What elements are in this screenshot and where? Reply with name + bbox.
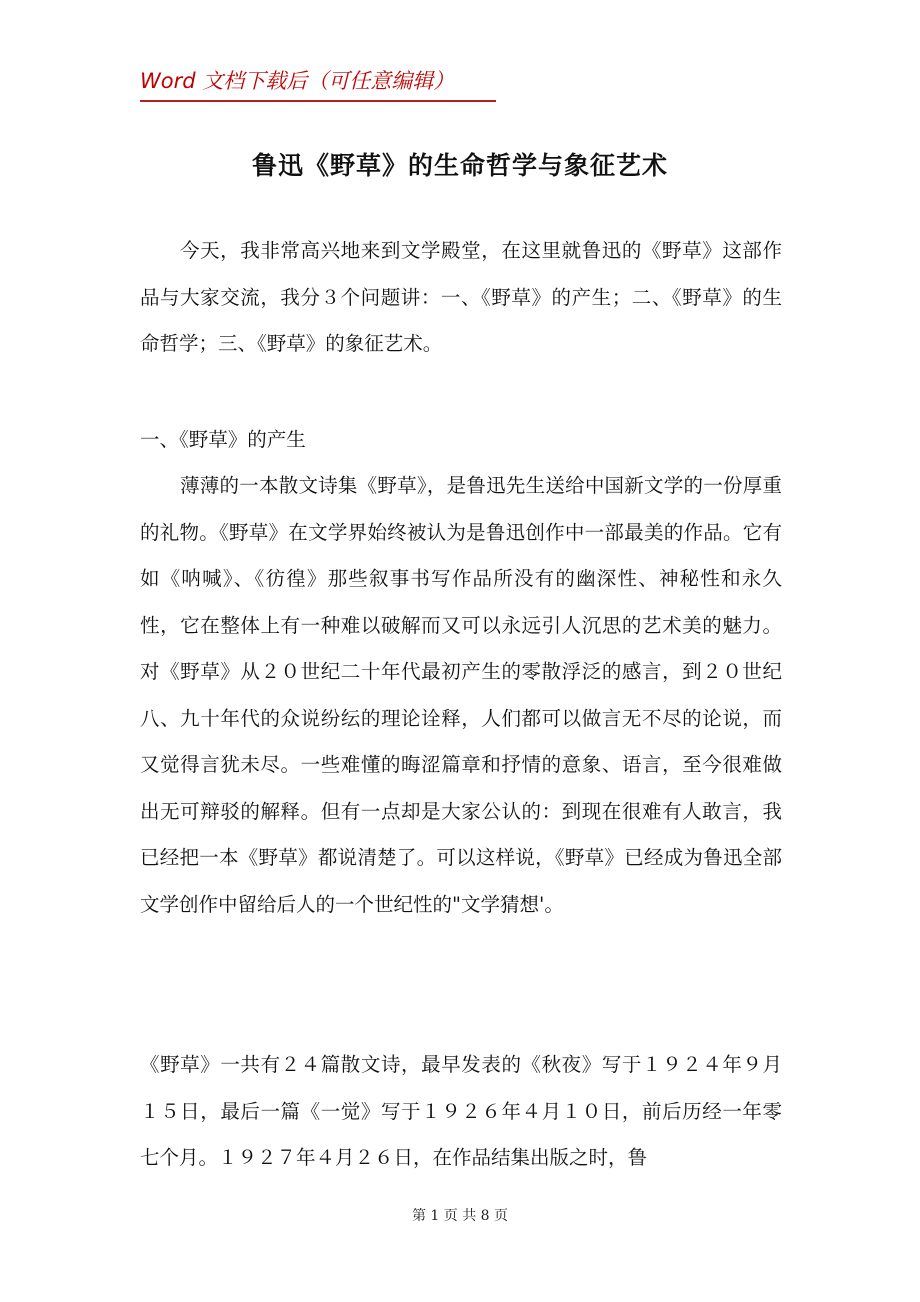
section-heading-1: 一、《野草》的产生 bbox=[140, 428, 306, 451]
section1-paragraph-2: 《野草》一共有２４篇散文诗，最早发表的《秋夜》写于１９２４年９月１５日，最后一篇《一觉》写于１９２６年４月１０日，前后历经一年零七个月。１９２７年４月２６日，在作品结集出版之时，鲁 bbox=[140, 1053, 782, 1169]
download-watermark-header bbox=[140, 64, 496, 102]
header-watermark-text: Word 文档下载后（可任意编辑） bbox=[140, 69, 455, 93]
page-footer: 第 1 页 共 8 页 bbox=[411, 1208, 509, 1224]
document-title: 鲁迅《野草》的生命哲学与象征艺术 bbox=[251, 151, 668, 180]
intro-paragraph: 今天，我非常高兴地来到文学殿堂，在这里就鲁迅的《野草》这部作品与大家交流，我分３个问题讲：一、《野草》的产生；二、《野草》的生命哲学；三、《野草》的象征艺术。 bbox=[140, 239, 782, 355]
section1-paragraph-1: 薄薄的一本散文诗集《野草》，是鲁迅先生送给中国新文学的一份厚重的礼物。《野草》在文学界始终被认为是鲁迅创作中一部最美的作品。它有如《呐喊》、《彷徨》那些叙事书写作品所没有的幽深性、神秘性和永久性，它在整体上有一种难以破解而又可以永远引人沉思的艺术美的魅力。对《野草》从２０世纪二十年代最初产生的零散浮泛的感言，到２０世纪八、九十年代的众说纷纭的理论诠释，人们都可以做言无不尽的论说，而又觉得言犹未尽。一些难懂的晦涩篇章和抒情的意象、语言，至今很难做出无可辩驳的解释。但有一点却是大家公认的：到现在很难有人敢言，我已经把一本《野草》都说清楚了。可以这样说，《野草》已经成为鲁迅全部文学创作中留给后人的一个世纪性的"文学猜想'。 bbox=[140, 474, 782, 916]
